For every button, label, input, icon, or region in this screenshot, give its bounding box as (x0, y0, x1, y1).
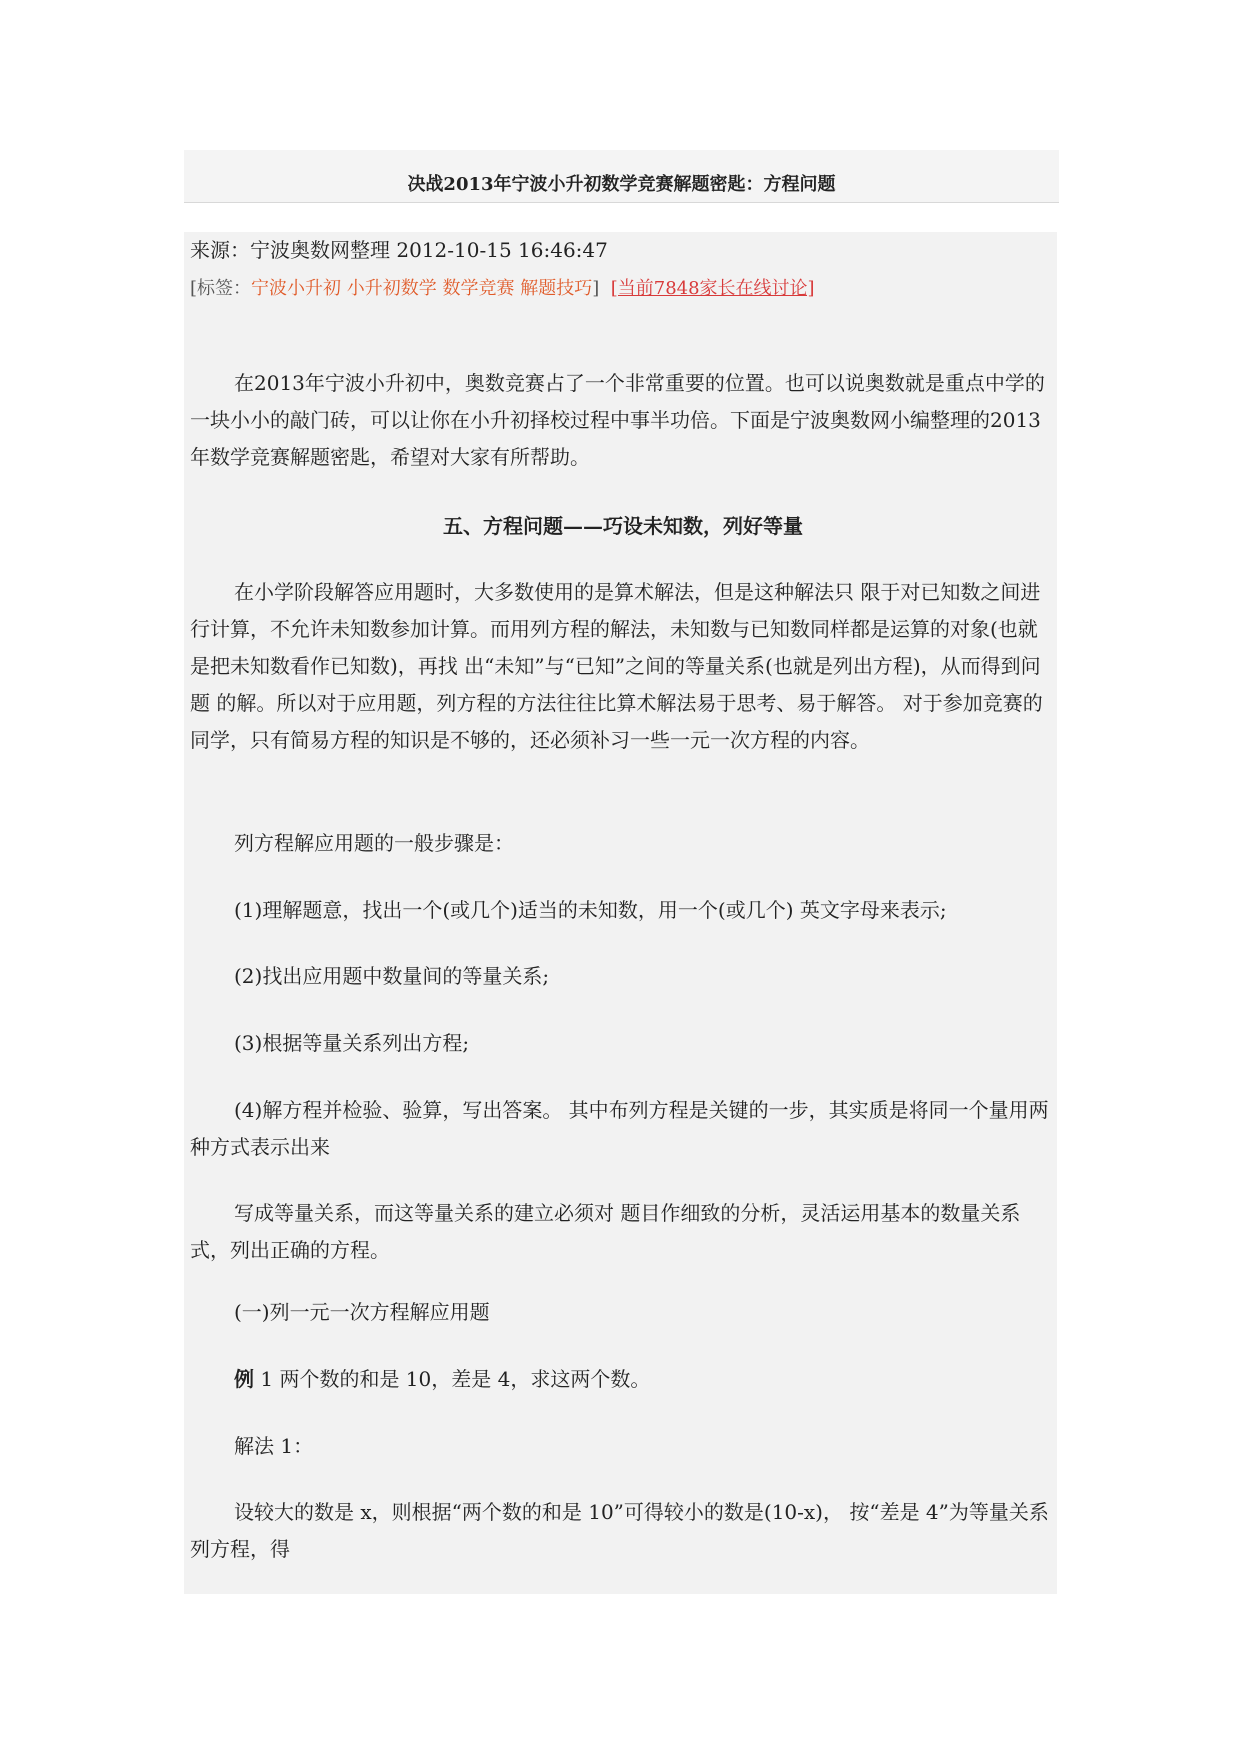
source-line: 来源：宁波奥数网整理 2012-10-15 16:46:47 (190, 238, 608, 262)
section-heading: 五、方程问题——巧设未知数，列好等量 (443, 514, 803, 538)
example-1 (190, 1361, 1056, 1398)
discussion-link[interactable]: [当前7848家长在线讨论] (610, 278, 815, 299)
solution-text: 设较大的数是 x，则根据“两个数的和是 10”可得较小的数是(10-x)， 按“差是 4”为等量关系列方程，得 (190, 1500, 1049, 1561)
paragraph-arithmetic-vs-equation: 在小学阶段解答应用题时，大多数使用的是算术解法，但是这种解法只 限于对已知数之间进行计算，不允许未知数参加计算。而用列方程的解法，未知数与已知数同样都是运算的对象(也就是把未知数看作已知数)，再找 出“未知”与“已知”之间的等量关系(也就是列出方程)，从而得到问题 的解。所以对于应用题，列方程的方法往往比算术解法易于思考、易于解答。 对于参加竞赛的同学，只有简易方程的知识是不够的，还必须补习一些一元一次方程的内容。 (190, 580, 1043, 752)
article-title: 决战2013年宁波小升初数学竞赛解题密匙：方程问题 (184, 150, 1059, 203)
tag-link-2[interactable]: 数学竞赛 (442, 278, 515, 299)
tag-link-3[interactable]: 解题技巧 (520, 278, 593, 299)
step-4: (4)解方程并检验、验算，写出答案。 其中布列方程是关键的一步，其实质是将同一个量用两种方式表示出来 (190, 1098, 1049, 1159)
tag-prefix: [标签： (190, 278, 252, 299)
subsection-heading: (一)列一元一次方程解应用题 (234, 1300, 490, 1324)
step-3: (3)根据等量关系列出方程; (234, 1031, 470, 1055)
example-text: 1 两个数的和是 10，差是 4，求这两个数。 (254, 1367, 651, 1391)
tag-line (190, 270, 1056, 307)
solution-label: 解法 1： (234, 1434, 314, 1458)
steps-intro: 列方程解应用题的一般步骤是： (234, 831, 514, 855)
article-body (184, 232, 1057, 1594)
step-2: (2)找出应用题中数量间的等量关系; (234, 964, 550, 988)
step-1: (1)理解题意，找出一个(或几个)适当的未知数，用一个(或几个) 英文字母来表示; (234, 898, 947, 922)
example-label: 例 (234, 1367, 254, 1391)
paragraph-equality-relation: 写成等量关系，而这等量关系的建立必须对 题目作细致的分析，灵活运用基本的数量关系式，列出正确的方程。 (190, 1201, 1021, 1262)
tag-link-0[interactable]: 宁波小升初 (251, 278, 342, 299)
intro-paragraph: 在2013年宁波小升初中，奥数竞赛占了一个非常重要的位置。也可以说奥数就是重点中学的一块小小的敲门砖，可以让你在小升初择校过程中事半功倍。下面是宁波奥数网小编整理的2013年数学竞赛解题密匙，希望对大家有所帮助。 (190, 371, 1045, 469)
tag-link-1[interactable]: 小升初数学 (346, 278, 437, 299)
tag-suffix: ] (592, 278, 600, 299)
